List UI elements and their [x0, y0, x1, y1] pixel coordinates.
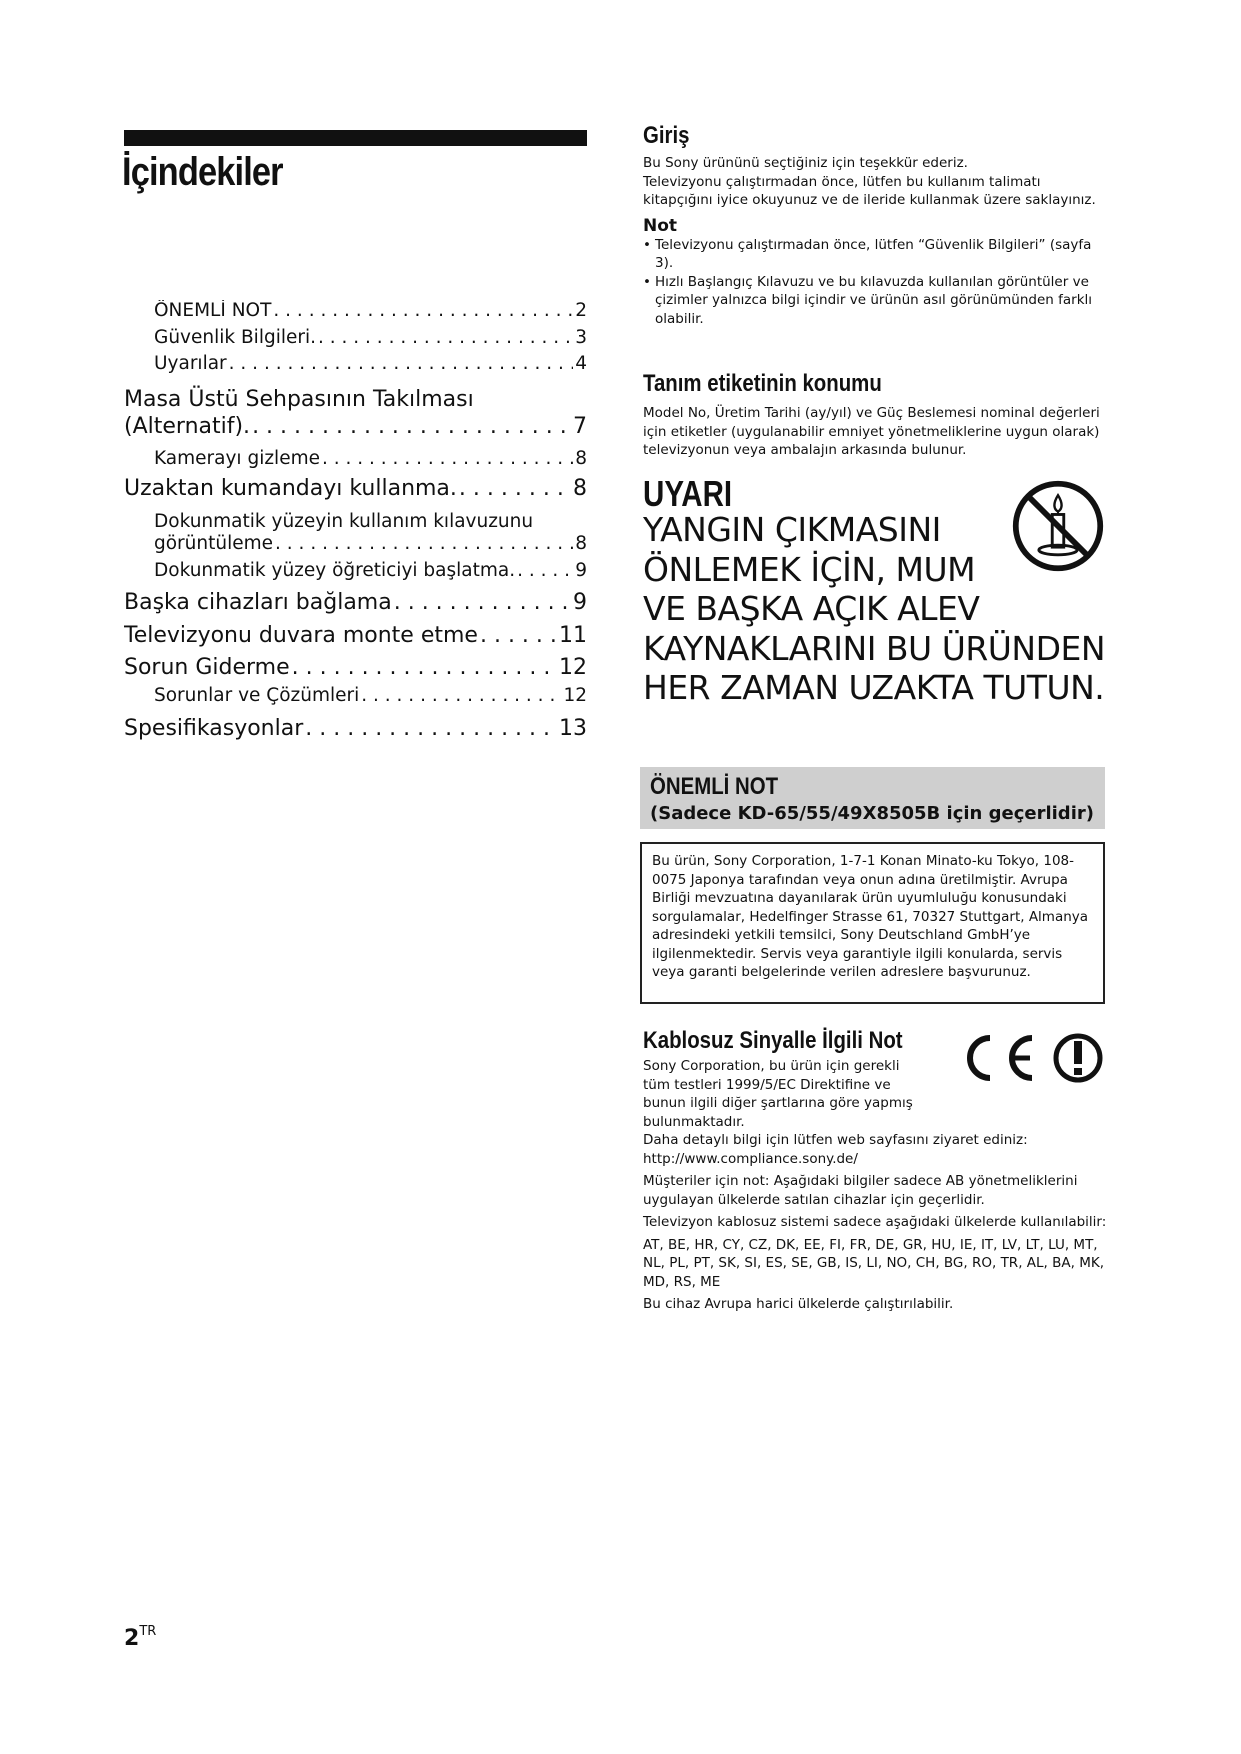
wireless-paragraph: Televizyon kablosuz sistemi sadece aşağıdaki ülkelerde kullanılabilir:	[643, 1214, 1107, 1230]
warning-title: UYARI	[643, 473, 733, 514]
note-item: • Televizyonu çalıştırmadan önce, lütfen “Güvenlik Bilgileri” (sayfa 3).	[643, 236, 1103, 273]
warning-line: VE BAŞKA AÇIK ALEV	[643, 589, 980, 628]
toc-entry[interactable]: Kamerayı gizleme . . . 8	[124, 448, 587, 469]
toc-entry[interactable]: Sorunlar ve Çözümleri . . . 12	[124, 685, 587, 706]
intro-paragraph: Televizyonu çalıştırmadan önce, lütfen bu kullanım talimatı kitapçığını iyice okuyunuz ve de ileride kullanmak üzere saklayınız.	[643, 173, 1096, 208]
title-rule	[124, 130, 587, 146]
toc-entry-line1: Masa Üstü Sehpasının Takılması	[124, 387, 474, 412]
toc-entry-line1: Dokunmatik yüzeyin kullanım kılavuzunu	[154, 511, 534, 532]
section-heading: Kablosuz Sinyalle İlgili Not	[643, 1027, 903, 1054]
toc-entry[interactable]: Güvenlik Bilgileri. . . . 3	[124, 327, 587, 348]
important-note-title: ÖNEMLİ NOT	[650, 773, 779, 800]
wireless-paragraph: Daha detaylı bilgi için lütfen web sayfasını ziyaret ediniz:	[643, 1132, 1028, 1148]
toc-entry[interactable]: (Alternatif). . . . 7	[124, 414, 587, 439]
section-heading: Giriş	[643, 122, 690, 149]
label-section	[643, 370, 1103, 460]
toc-entry[interactable]: Spesifikasyonlar . . . 13	[124, 716, 587, 741]
toc-entry[interactable]: Uyarılar . . . 4	[124, 353, 587, 374]
intro-paragraph: Bu Sony ürününü seçtiğiniz için teşekkür ederiz.	[643, 155, 968, 171]
important-note-body: Bu ürün, Sony Corporation, 1-7-1 Konan Minato-ku Tokyo, 108-0075 Japonya tarafından veya onun adına üretilmiştir. Avrupa Birliği mevzuatına dayanılarak ürün uyumluluğu konusundaki sorgulamalar, Hedelfinger Strasse 61, 70327 Stuttgart, Almanya adresindeki yetkili temsilci, Sony Deutschland GmbH’ye ilgilenmektedir. Servis veya garantiyle ilgili konularda, servis veya garanti belgelerinde verilen adreslere başvurunuz.	[652, 853, 1089, 980]
warning-line: KAYNAKLARINI BU ÜRÜNDEN	[643, 628, 1106, 668]
wireless-paragraph: Müşteriler için not: Aşağıdaki bilgiler sadece AB yönetmeliklerini uygulayan ülkelerde satılan cihazlar için geçerlidir.	[643, 1173, 1078, 1208]
section-heading: Tanım etiketinin konumu	[643, 370, 882, 397]
compliance-link[interactable]: http://www.compliance.sony.de/	[643, 1150, 858, 1167]
ce-mark-icon	[950, 1030, 1105, 1086]
toc-title: İçindekiler	[122, 150, 283, 194]
wireless-paragraph: Bu cihaz Avrupa harici ülkelerde çalıştırılabilir.	[643, 1296, 954, 1312]
warning-line: ÖNLEMEK İÇİN, MUM	[643, 549, 976, 589]
important-note-box	[640, 842, 1105, 1004]
label-paragraph: Model No, Üretim Tarihi (ay/yıl) ve Güç Beslemesi nominal değerleri için etiketler (uygulanabilir emniyet yönetmeliklerine uygun olarak) televizyonun veya ambalajın arkasında bulunur.	[643, 405, 1100, 458]
toc-entry[interactable]: Televizyonu duvara monte etme . . . 11	[124, 623, 587, 648]
no-open-flame-icon	[1010, 478, 1106, 574]
important-note-subtitle: (Sadece KD-65/55/49X8505B için geçerlidir)	[650, 803, 1094, 824]
toc-entry[interactable]: Başka cihazları bağlama . . . 9	[124, 590, 587, 615]
important-note-header	[640, 767, 1105, 829]
warning-line: HER ZAMAN UZAKTA TUTUN.	[643, 668, 1105, 707]
toc-entry[interactable]: görüntüleme . . . 8	[124, 533, 587, 554]
note-item: • Hızlı Başlangıç Kılavuzu ve bu kılavuzda kullanılan görüntüler ve çizimler yalnızca bilgi içindir ve ürünün asıl görünümünden farklı olabilir.	[643, 273, 1103, 329]
wireless-paragraph: Sony Corporation, bu ürün için gerekli tüm testleri 1999/5/EC Direktifine ve bunun ilgili diğer şartlarına göre yapmış bulunmaktadır.	[643, 1058, 913, 1130]
page-number: $2^{TR}$	[124, 1624, 157, 1651]
toc-entry[interactable]: ÖNEMLİ NOT . . . 2	[124, 300, 587, 321]
note-heading: Not	[643, 215, 678, 236]
country-list: AT, BE, HR, CY, CZ, DK, EE, FI, FR, DE, GR, HU, IE, IT, LV, LT, LU, MT, NL, PL, PT, SK, SI, ES, SE, GB, IS, LI, NO, CH, BG, RO, TR, AL, BA, MK, MD, RS, ME	[643, 1236, 1104, 1290]
toc-entry[interactable]: Dokunmatik yüzey öğreticiyi başlatma. . . . 9	[124, 560, 587, 581]
toc-entry[interactable]: Sorun Giderme . . . 12	[124, 655, 587, 680]
toc-entry[interactable]: Uzaktan kumandayı kullanma. . . . 8	[124, 476, 587, 501]
intro-section	[643, 122, 1103, 328]
warning-line: YANGIN ÇIKMASINI	[643, 510, 941, 549]
